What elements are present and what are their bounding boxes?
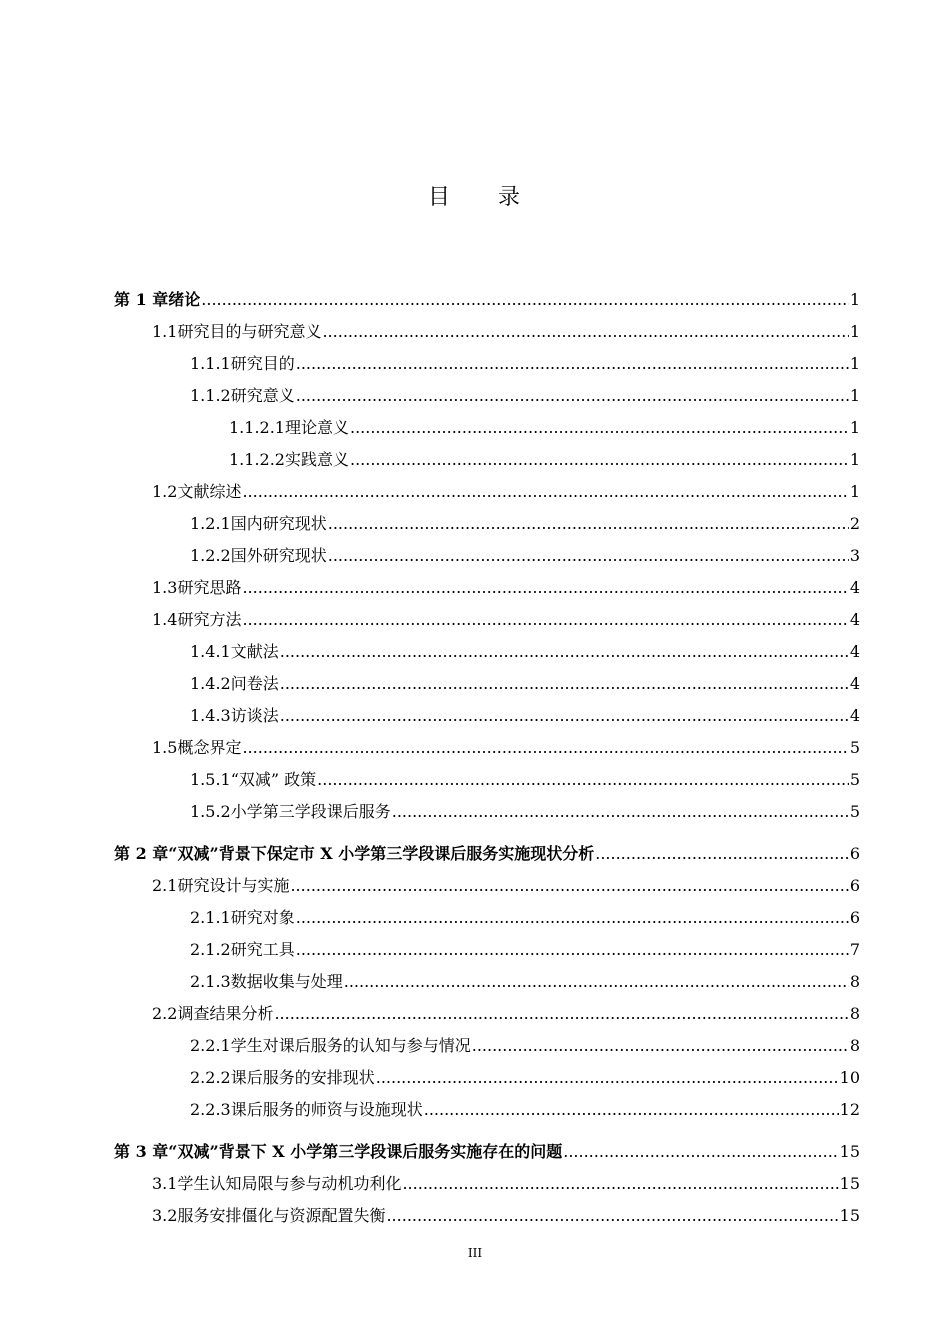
toc-entry-label: “双减” 政策 <box>230 770 317 789</box>
toc-entry[interactable] <box>190 764 860 796</box>
toc-leader-dots <box>242 604 848 636</box>
toc-entry-number: 1.3 <box>152 578 178 597</box>
page-number: III <box>467 1246 483 1260</box>
toc-entry-page: 1 <box>849 418 860 437</box>
toc-entry-page: 15 <box>839 1206 860 1225</box>
toc-entry-number: 1.4.2 <box>190 674 231 693</box>
toc-entry-label: 国外研究现状 <box>230 546 327 565</box>
toc-entry-label: 研究方法 <box>177 610 242 629</box>
toc-leader-dots <box>402 1168 838 1200</box>
toc-entry[interactable] <box>152 732 860 764</box>
toc-leader-dots <box>563 1136 838 1168</box>
toc-entry-label: 文献综述 <box>177 482 242 501</box>
toc-leader-dots <box>472 1030 849 1062</box>
toc-entry-number: 1.2 <box>152 482 178 501</box>
title-char-2: 录 <box>498 185 523 210</box>
toc-entry[interactable] <box>190 796 860 828</box>
toc-entry-page: 12 <box>839 1100 860 1119</box>
toc-leader-dots <box>296 380 849 412</box>
toc-entry-label: 小学第三学段课后服务 <box>230 802 391 821</box>
toc-entry-label: 研究工具 <box>230 940 295 959</box>
toc-entry[interactable] <box>190 540 860 572</box>
toc-entry-page: 6 <box>849 876 860 895</box>
toc-entry-label: 课后服务的师资与设施现状 <box>230 1100 423 1119</box>
toc-entry-label: 研究对象 <box>230 908 295 927</box>
toc-entry-number: 3.2 <box>152 1206 178 1225</box>
toc-leader-dots <box>392 796 849 828</box>
toc-entry-page: 6 <box>849 844 860 863</box>
toc-entry-label: 问卷法 <box>230 674 279 693</box>
toc-entry-page: 1 <box>849 290 860 309</box>
toc-leader-dots <box>350 444 849 476</box>
toc-leader-dots <box>424 1094 839 1126</box>
toc-leader-dots <box>242 476 848 508</box>
toc-entry[interactable] <box>190 636 860 668</box>
toc-leader-dots <box>322 316 848 348</box>
toc-entry-page: 3 <box>849 546 860 565</box>
toc-entry-label: 研究意义 <box>230 386 295 405</box>
toc-entry[interactable] <box>190 1094 860 1126</box>
toc-leader-dots <box>386 1200 838 1232</box>
toc-entry-page: 5 <box>849 770 860 789</box>
toc-entry-label: 数据收集与处理 <box>230 972 343 991</box>
toc-entry-page: 4 <box>849 578 860 597</box>
toc-entry-number: 1.4.3 <box>190 706 231 725</box>
toc-entry[interactable] <box>229 444 860 476</box>
toc-entry[interactable] <box>190 348 860 380</box>
toc-entry-label: 研究设计与实施 <box>177 876 290 895</box>
toc-entry-number: 2.2.1 <box>190 1036 231 1055</box>
toc-entry[interactable] <box>190 934 860 966</box>
toc-entry[interactable] <box>190 700 860 732</box>
toc-entry-number: 1.1 <box>152 322 178 341</box>
toc-leader-dots <box>296 934 849 966</box>
toc-entry-number: 1.2.1 <box>190 514 231 533</box>
toc-entry-page: 1 <box>849 354 860 373</box>
toc-entry[interactable] <box>152 870 860 902</box>
toc-entry[interactable] <box>152 572 860 604</box>
toc-entry-label: 服务安排僵化与资源配置失衡 <box>177 1206 386 1225</box>
toc-leader-dots <box>344 966 849 998</box>
toc-entry[interactable] <box>152 316 860 348</box>
toc-entry-number: 第 1 章 <box>114 290 169 309</box>
toc-entry-page: 8 <box>849 1004 860 1023</box>
toc-entry-label: 文献法 <box>230 642 279 661</box>
toc-entry-page: 1 <box>849 386 860 405</box>
toc-entry-page: 4 <box>849 610 860 629</box>
page-title <box>0 180 950 211</box>
toc-leader-dots <box>290 870 848 902</box>
toc-entry-number: 1.4.1 <box>190 642 231 661</box>
toc-leader-dots <box>350 412 849 444</box>
toc-entry-number: 第 2 章 <box>114 844 169 863</box>
toc-entry-number: 1.5 <box>152 738 178 757</box>
toc-entry-number: 1.2.2 <box>190 546 231 565</box>
toc-entry-number: 1.1.2.2 <box>229 450 285 469</box>
toc-entry-page: 2 <box>849 514 860 533</box>
toc-chapter-entry[interactable] <box>114 838 860 870</box>
toc-leader-dots <box>274 998 848 1030</box>
toc-entry-page: 1 <box>849 482 860 501</box>
toc-entry[interactable] <box>152 604 860 636</box>
toc-entry-number: 1.1.2 <box>190 386 231 405</box>
toc-entry-number: 2.1.2 <box>190 940 231 959</box>
toc-entry-number: 1.4 <box>152 610 178 629</box>
toc-entry-label: 学生认知局限与参与动机功利化 <box>177 1174 402 1193</box>
toc-leader-dots <box>242 572 848 604</box>
toc-entry-label: 课后服务的安排现状 <box>230 1068 375 1087</box>
toc-entry-label: 理论意义 <box>284 418 349 437</box>
toc-entry[interactable] <box>152 998 860 1030</box>
toc-entry-page: 7 <box>849 940 860 959</box>
toc-entry-page: 6 <box>849 908 860 927</box>
toc-leader-dots <box>376 1062 839 1094</box>
toc-entry-page: 5 <box>849 802 860 821</box>
toc-leader-dots <box>280 700 849 732</box>
toc-entry-number: 2.2.2 <box>190 1068 231 1087</box>
toc-entry-number: 2.2 <box>152 1004 178 1023</box>
toc-entry[interactable] <box>190 1030 860 1062</box>
toc-chapter-entry[interactable] <box>114 1136 860 1168</box>
toc-entry-label: “双减”背景下 X 小学第三学段课后服务实施存在的问题 <box>168 1142 563 1161</box>
toc-leader-dots <box>280 668 849 700</box>
toc-entry[interactable] <box>190 668 860 700</box>
toc-entry-page: 15 <box>839 1142 860 1161</box>
toc-entry-number: 第 3 章 <box>114 1142 169 1161</box>
toc-entry[interactable] <box>190 380 860 412</box>
toc-entry-label: 概念界定 <box>177 738 242 757</box>
toc-entry-label: 研究思路 <box>177 578 242 597</box>
toc-entry[interactable] <box>190 966 860 998</box>
toc-entry-page: 8 <box>849 1036 860 1055</box>
toc-leader-dots <box>296 902 849 934</box>
toc-entry-number: 2.1.1 <box>190 908 231 927</box>
toc-entry-number: 3.1 <box>152 1174 178 1193</box>
toc-entry-page: 4 <box>849 674 860 693</box>
toc-leader-dots <box>280 636 849 668</box>
title-char-1: 目 <box>427 185 452 210</box>
toc-entry-number: 2.1 <box>152 876 178 895</box>
toc-entry[interactable] <box>152 1168 860 1200</box>
toc-entry-label: 研究目的与研究意义 <box>177 322 322 341</box>
toc-leader-dots <box>328 508 849 540</box>
toc-entry[interactable] <box>190 902 860 934</box>
toc-entry[interactable] <box>190 508 860 540</box>
toc-leader-dots <box>317 764 849 796</box>
toc-entry-page: 8 <box>849 972 860 991</box>
toc-entry-page: 1 <box>849 450 860 469</box>
toc-leader-dots <box>595 838 849 870</box>
toc-entry-label: 实践意义 <box>284 450 349 469</box>
toc-entry[interactable] <box>229 412 860 444</box>
toc-entry-page: 5 <box>849 738 860 757</box>
toc-entry-label: 访谈法 <box>230 706 279 725</box>
toc-entry-number: 1.5.1 <box>190 770 231 789</box>
toc-leader-dots <box>328 540 849 572</box>
toc-entry-number: 1.1.1 <box>190 354 231 373</box>
toc-entry[interactable] <box>152 476 860 508</box>
toc-entry-number: 1.5.2 <box>190 802 231 821</box>
toc-entry-page: 4 <box>849 642 860 661</box>
toc-leader-dots <box>201 284 849 316</box>
toc-entry[interactable] <box>190 1062 860 1094</box>
toc-entry-page: 10 <box>839 1068 860 1087</box>
toc-leader-dots <box>296 348 849 380</box>
toc-chapter-entry[interactable] <box>114 284 860 316</box>
toc-entry-number: 2.2.3 <box>190 1100 231 1119</box>
toc-entry-label: 调查结果分析 <box>177 1004 274 1023</box>
toc-entry-label: 国内研究现状 <box>230 514 327 533</box>
toc-entry-page: 1 <box>849 322 860 341</box>
toc-entry-page: 4 <box>849 706 860 725</box>
toc-entry-label: “双减”背景下保定市 X 小学第三学段课后服务实施现状分析 <box>168 844 595 863</box>
toc-entry[interactable] <box>152 1200 860 1232</box>
toc-entry-label: 绪论 <box>168 290 201 309</box>
toc-entry-number: 1.1.2.1 <box>229 418 285 437</box>
toc-entry-page: 15 <box>839 1174 860 1193</box>
toc-entry-label: 学生对课后服务的认知与参与情况 <box>230 1036 471 1055</box>
toc-entry-label: 研究目的 <box>230 354 295 373</box>
toc-leader-dots <box>242 732 848 764</box>
toc-entry-number: 2.1.3 <box>190 972 231 991</box>
